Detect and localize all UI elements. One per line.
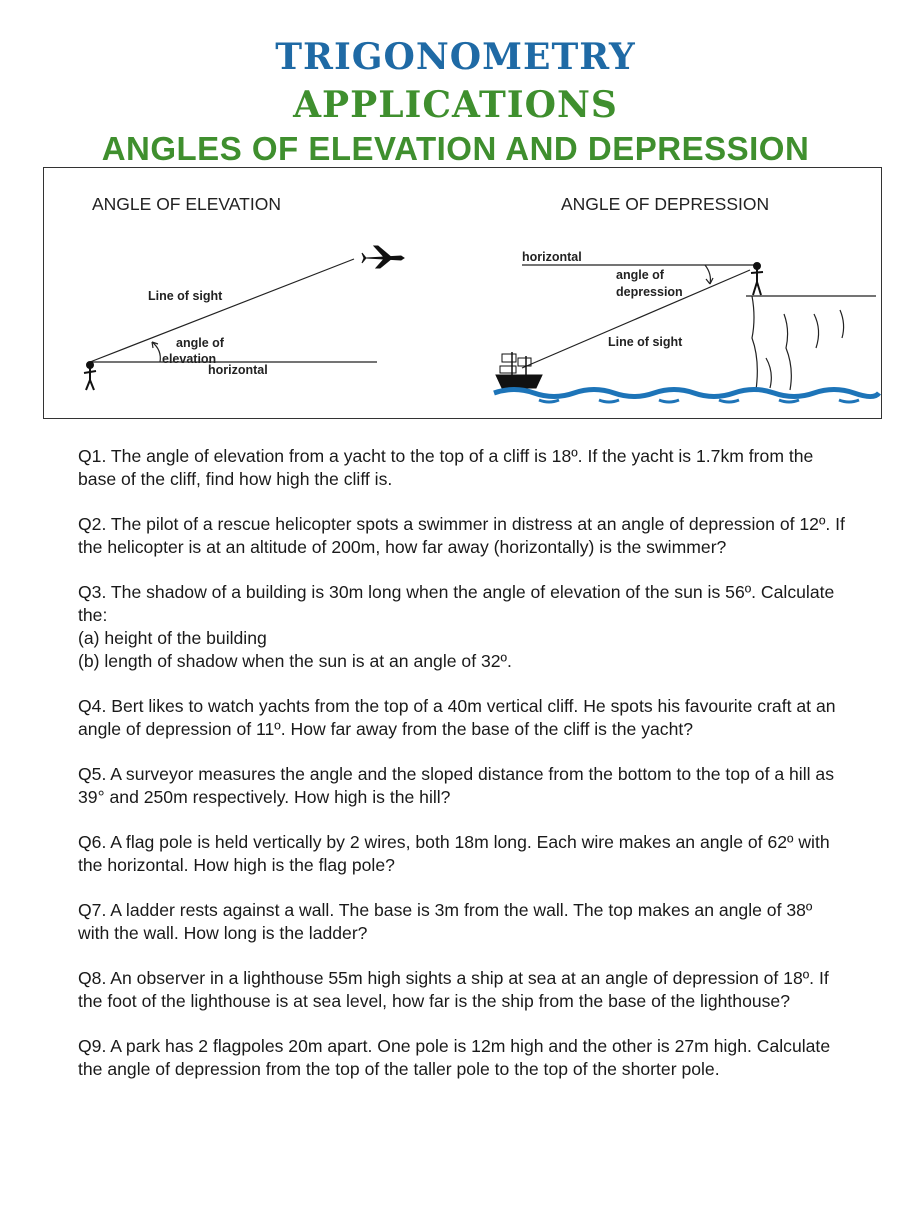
depression-angle-label-1: angle of <box>616 268 664 282</box>
questions-list <box>78 445 848 1103</box>
question-part-a: (a) height of the building <box>78 628 267 648</box>
question-9 <box>78 1035 848 1081</box>
question-text: Q9. A park has 2 flagpoles 20m apart. One pole is 12m high and the other is 27m high. Calculate the angle of depression from the top of the taller pole to the top of the shorter pole. <box>78 1036 831 1079</box>
question-8 <box>78 967 848 1013</box>
question-part-b: (b) length of shadow when the sun is at an angle of 32º. <box>78 651 512 671</box>
question-7 <box>78 899 848 945</box>
elevation-angle-label-1: angle of <box>176 336 224 350</box>
title-line-1: TRIGONOMETRY <box>275 36 636 78</box>
question-text: Q2. The pilot of a rescue helicopter spots a swimmer in distress at an angle of depression of 12º. If the helicopter is at an altitude of 200m, how far away (horizontally) is the swimmer? <box>78 514 845 557</box>
title-line-2: APPLICATIONS <box>293 84 618 126</box>
question-text: Q1. The angle of elevation from a yacht to the top of a cliff is 18º. If the yacht is 1.7km from the base of the cliff, find how high the cliff is. <box>78 446 814 489</box>
cliff-icon <box>746 296 876 390</box>
elevation-heading: ANGLE OF ELEVATION <box>92 194 281 214</box>
diagram-box <box>43 167 882 419</box>
subtitle: ANGLES OF ELEVATION AND DEPRESSION <box>101 130 810 167</box>
airplane-icon <box>362 246 404 268</box>
person-icon <box>751 263 763 295</box>
question-text: Q8. An observer in a lighthouse 55m high sights a ship at sea at an angle of depression of 18º. If the foot of the lighthouse is at sea level, how far is the ship from the base of the lighthouse? <box>78 968 829 1011</box>
question-text: Q4. Bert likes to watch yachts from the top of a 40m vertical cliff. He spots his favourite craft at an angle of depression of 11º. How far away from the base of the cliff is the yacht? <box>78 696 836 739</box>
question-text: Q7. A ladder rests against a wall. The base is 3m from the wall. The top makes an angle of 38º with the wall. How long is the ladder? <box>78 900 813 943</box>
sea-waves-icon <box>494 390 879 403</box>
elevation-line-of-sight-label: Line of sight <box>148 289 223 303</box>
question-text: Q5. A surveyor measures the angle and the sloped distance from the bottom to the top of a hill as 39° and 250m respectively. How high is the hill? <box>78 764 834 807</box>
question-text: Q6. A flag pole is held vertically by 2 wires, both 18m long. Each wire makes an angle of 62º with the horizontal. How high is the flag pole? <box>78 832 830 875</box>
question-4 <box>78 695 848 741</box>
person-icon <box>84 362 96 390</box>
depression-horizontal-label: horizontal <box>522 250 582 264</box>
question-1 <box>78 445 848 491</box>
elevation-angle-arc <box>152 342 160 362</box>
ship-icon <box>496 352 542 388</box>
elevation-horizontal-label: horizontal <box>208 363 268 377</box>
question-text: Q3. The shadow of a building is 30m long when the angle of elevation of the sun is 56º. Calculate the: <box>78 582 835 625</box>
question-6 <box>78 831 848 877</box>
diagrams-svg <box>44 168 883 420</box>
question-3 <box>78 581 848 673</box>
elevation-angle-label-2: elevation <box>162 352 217 366</box>
question-2 <box>78 513 848 559</box>
depression-line-of-sight-label: Line of sight <box>608 335 683 349</box>
depression-heading: ANGLE OF DEPRESSION <box>561 194 770 214</box>
depression-arrowhead <box>706 278 713 284</box>
depression-angle-label-2: depression <box>616 285 683 299</box>
question-5 <box>78 763 848 809</box>
